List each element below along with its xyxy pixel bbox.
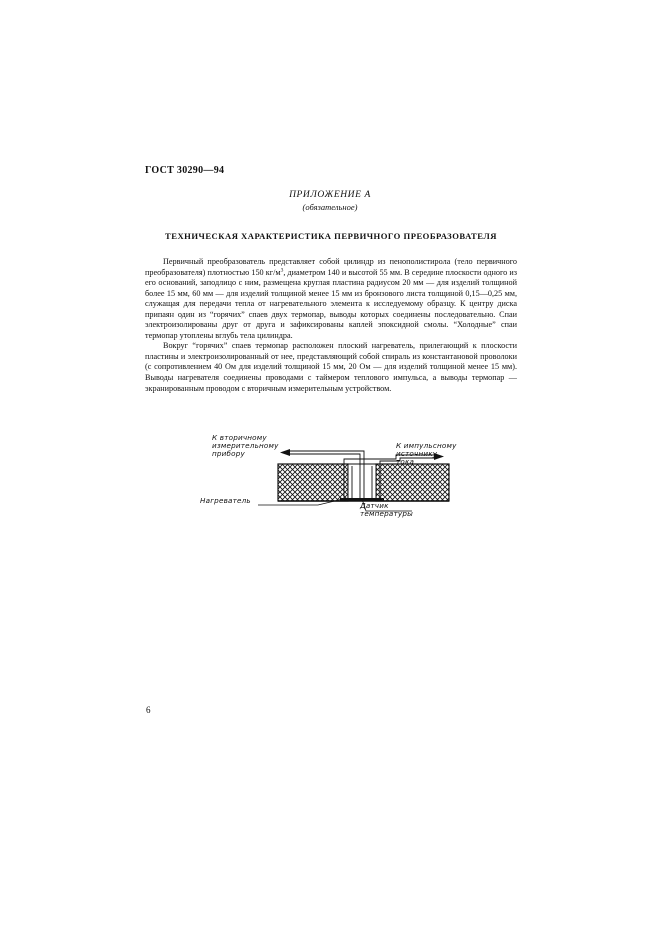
arrow-to-secondary <box>280 449 290 456</box>
foam-body-right <box>376 464 449 501</box>
foam-body-left <box>278 464 348 501</box>
page-number: 6 <box>146 705 151 715</box>
standard-code: ГОСТ 30290—94 <box>145 165 225 176</box>
label-secondary-device: К вторичному измерительному прибору <box>212 433 279 458</box>
label-heater: Нагреватель <box>200 496 251 505</box>
section-heading: ТЕХНИЧЕСКАЯ ХАРАКТЕРИСТИКА ПЕРВИЧНОГО ПРЕОБРАЗОВАТЕЛЯ <box>164 231 498 241</box>
label-pulse-source: К импульсному источнику тока <box>396 441 457 466</box>
appendix-status: (обязательное) <box>302 202 358 212</box>
paragraph-1-part-a: Первичный преобразователь представляет собой цилиндр из пенополистирола (тело первичного преобразователя) плотностью 150 кг/м <box>145 257 517 277</box>
appendix-title: ПРИЛОЖЕНИЕ А <box>289 190 371 200</box>
body-text <box>145 257 517 394</box>
cubic-exponent: 3 <box>280 266 284 273</box>
sensor-diagram <box>200 432 460 530</box>
paragraph-2: Вокруг “горячих” спаев термопар расположен плоский нагреватель, прилегающий к плоскости пластины и электроизолированный от нее, представляющий собой спираль из константановой проволоки (с сопротивлением 40 Ом для изделий толщиной 15 мм, 20 Ом — для изделий толщиной менее 15 мм). Выводы нагревателя соединены проводами с таймером теплового импульса, а выводы термопар — экранированным проводом с вторичным измерительным устройством. <box>145 341 517 393</box>
paragraph-1 <box>145 257 517 341</box>
label-temperature-sensor: Датчик температуры <box>360 501 413 518</box>
paragraph-1-part-b: , диаметром 140 и высотой 55 мм. В середине плоскости одного из его оснований, заподлицо с ним, размещена круглая пластина радиусом 20 мм — для изделий толщиной более 15 мм, 60 мм — для изделий толщиной менее 15 мм из бронзового листа толщиной 0,15—0,25 мм, служащая для передачи тепла от нагревательного элемента к исследуемому образцу. К центру диска припаян один из “горячих” спаев двух термопар, выводы которых соединены последовательно. Спаи электроизолированы друг от друга и зафиксированы каплей эпоксидной смолы. “Холодные” спаи термопар утоплены вглубь тела цилиндра. <box>145 267 517 340</box>
